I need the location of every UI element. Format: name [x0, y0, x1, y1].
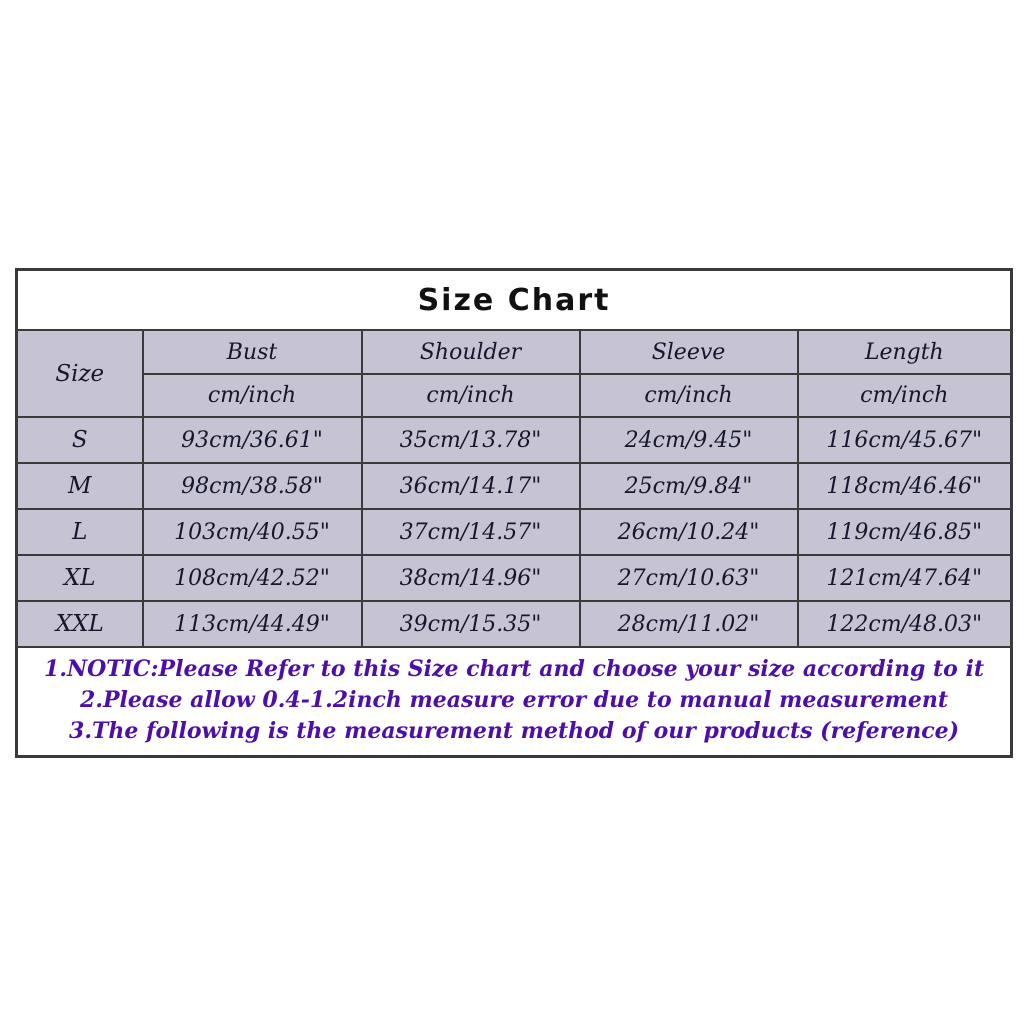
length-value: 121cm/47.64"	[798, 555, 1012, 601]
sleeve-value: 28cm/11.02"	[580, 601, 798, 647]
title-row	[17, 270, 1012, 331]
length-value: 116cm/45.67"	[798, 417, 1012, 463]
bust-value: 93cm/36.61"	[143, 417, 362, 463]
sleeve-value: 26cm/10.24"	[580, 509, 798, 555]
note-line-2: 2.Please allow 0.4-1.2inch measure error due to manual measurement	[80, 687, 949, 713]
note-line-1: 1.NOTIC:Please Refer to this Size chart and choose your size according to it	[44, 656, 985, 682]
unit-label-length: cm/inch	[798, 374, 1012, 417]
size-label: S	[17, 417, 143, 463]
table-row-s	[17, 417, 1012, 463]
size-label: M	[17, 463, 143, 509]
size-label: L	[17, 509, 143, 555]
column-header-length: Length	[798, 330, 1012, 374]
shoulder-value: 35cm/13.78"	[362, 417, 580, 463]
table-row-m	[17, 463, 1012, 509]
size-chart-table	[15, 268, 1013, 758]
shoulder-value: 37cm/14.57"	[362, 509, 580, 555]
column-header-shoulder: Shoulder	[362, 330, 580, 374]
sleeve-value: 24cm/9.45"	[580, 417, 798, 463]
note-line-3: 3.The following is the measurement method of our products (reference)	[69, 718, 960, 744]
header-row-units	[17, 374, 1012, 417]
unit-label-bust: cm/inch	[143, 374, 362, 417]
shoulder-value: 39cm/15.35"	[362, 601, 580, 647]
length-value: 122cm/48.03"	[798, 601, 1012, 647]
length-value: 119cm/46.85"	[798, 509, 1012, 555]
sleeve-value: 27cm/10.63"	[580, 555, 798, 601]
header-row-names	[17, 330, 1012, 374]
sleeve-value: 25cm/9.84"	[580, 463, 798, 509]
table-row-l	[17, 509, 1012, 555]
bust-value: 98cm/38.58"	[143, 463, 362, 509]
shoulder-value: 36cm/14.17"	[362, 463, 580, 509]
bust-value: 108cm/42.52"	[143, 555, 362, 601]
table-title: Size Chart	[417, 282, 611, 318]
unit-label-shoulder: cm/inch	[362, 374, 580, 417]
bust-value: 103cm/40.55"	[143, 509, 362, 555]
column-header-bust: Bust	[143, 330, 362, 374]
unit-label-sleeve: cm/inch	[580, 374, 798, 417]
shoulder-value: 38cm/14.96"	[362, 555, 580, 601]
column-header-sleeve: Sleeve	[580, 330, 798, 374]
length-value: 118cm/46.46"	[798, 463, 1012, 509]
table-row-xxl	[17, 601, 1012, 647]
bust-value: 113cm/44.49"	[143, 601, 362, 647]
notes-row	[17, 647, 1012, 757]
size-label: XXL	[17, 601, 143, 647]
table-row-xl	[17, 555, 1012, 601]
size-label: XL	[17, 555, 143, 601]
column-header-size: Size	[17, 330, 143, 417]
